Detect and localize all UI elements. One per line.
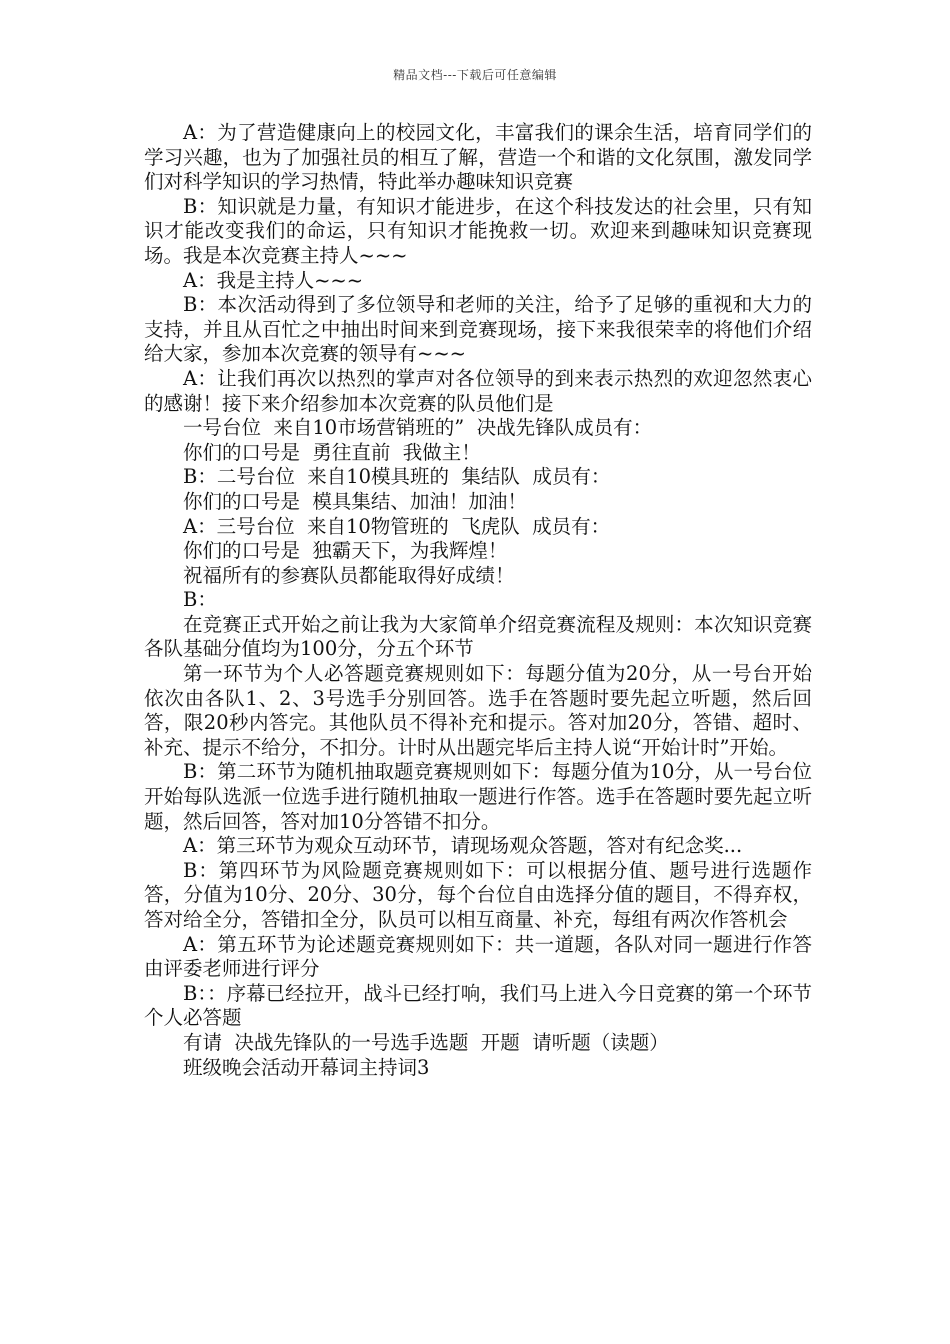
paragraph-opening-b: B：知识就是力量，有知识才能进步，在这个科技发达的社会里，只有知识才能改变我们的命运，只有知识才能挽救一切。欢迎来到趣味知识竞赛现场。我是本次竞赛主持人~~~ bbox=[144, 194, 812, 267]
paragraph-b-label: B： bbox=[183, 588, 217, 612]
paragraph-team-1-slogan: 你们的口号是 勇往直前 我做主！ bbox=[183, 440, 481, 464]
page-header: 精品文档---下载后可任意编辑 bbox=[393, 68, 557, 82]
paragraph-round-4: B：第四环节为风险题竞赛规则如下：可以根据分值、题号进行选题作答，分值为10分、20分、30分，每个台位自由选择分值的题目，不得弃权，答对给全分，答错扣全分，队员可以相互商量、补充，每组有两次作答机会 bbox=[144, 858, 812, 931]
paragraph-start: B：：序幕已经拉开，战斗已经打响，我们马上进入今日竞赛的第一个环节个人必答题 bbox=[144, 981, 812, 1030]
paragraph-team-3-slogan: 你们的口号是 独霸天下，为我辉煌！ bbox=[183, 539, 508, 563]
paragraph-round-1: 第一环节为个人必答题竞赛规则如下：每题分值为20分，从一号台开始依次由各队1、2、3号选手分别回答。选手在答题时要先起立听题，然后回答，限20秒内答完。其他队员不得补充和提示。答对加20分，答错、超时、补充、提示不给分，不扣分。计时从出题完毕后主持人说“开始计时”开始。 bbox=[144, 662, 812, 759]
paragraph-blessing: 祝福所有的参赛队员都能取得好成绩！ bbox=[183, 563, 515, 587]
paragraph-first-question: 有请 决战先锋队的一号选手选题 开题 请听题（读题） bbox=[183, 1030, 669, 1054]
paragraph-welcome-a: A：让我们再次以热烈的掌声对各位领导的到来表示热烈的欢迎忽然衷心的感谢！接下来介绍参加本次竞赛的队员他们是 bbox=[144, 366, 812, 415]
document-body bbox=[144, 121, 812, 1080]
paragraph-round-5: A：第五环节为论述题竞赛规则如下：共一道题，各队对同一题进行作答由评委老师进行评分 bbox=[144, 932, 812, 981]
paragraph-team-2: B：二号台位 来自10模具班的 集结队 成员有： bbox=[183, 465, 611, 489]
paragraph-next-title: 班级晚会活动开幕词主持词3 bbox=[183, 1055, 430, 1079]
paragraph-team-2-slogan: 你们的口号是 模具集结、加油！加油！ bbox=[183, 489, 527, 513]
paragraph-round-3: A：第三环节为观众互动环节，请现场观众答题，答对有纪念奖... bbox=[183, 834, 743, 858]
paragraph-rules-intro: 在竞赛正式开始之前让我为大家简单介绍竞赛流程及规则：本次知识竞赛各队基础分值均为100分，分五个环节 bbox=[144, 612, 812, 661]
paragraph-team-3: A：三号台位 来自10物管班的 飞虎队 成员有： bbox=[183, 514, 611, 538]
paragraph-host-a: A：我是主持人~~~ bbox=[183, 268, 364, 292]
paragraph-opening-a: A：为了营造健康向上的校园文化，丰富我们的课余生活，培育同学们的学习兴趣，也为了加强社员的相互了解，营造一个和谐的文化氛围，激发同学们对科学知识的学习热情，特此举办趣味知识竞赛 bbox=[144, 121, 812, 194]
paragraph-round-2: B：第二环节为随机抽取题竞赛规则如下：每题分值为10分，从一号台位开始每队选派一位选手进行随机抽取一题进行作答。选手在答题时要先起立听题，然后回答，答对加10分答错不扣分。 bbox=[144, 760, 812, 833]
paragraph-team-1: 一号台位 来自10市场营销班的” 决战先锋队成员有： bbox=[183, 416, 653, 440]
paragraph-leaders-b: B：本次活动得到了多位领导和老师的关注，给予了足够的重视和大力的支持，并且从百忙之中抽出时间来到竞赛现场，接下来我很荣幸的将他们介绍给大家，参加本次竞赛的领导有~~~ bbox=[144, 293, 812, 366]
